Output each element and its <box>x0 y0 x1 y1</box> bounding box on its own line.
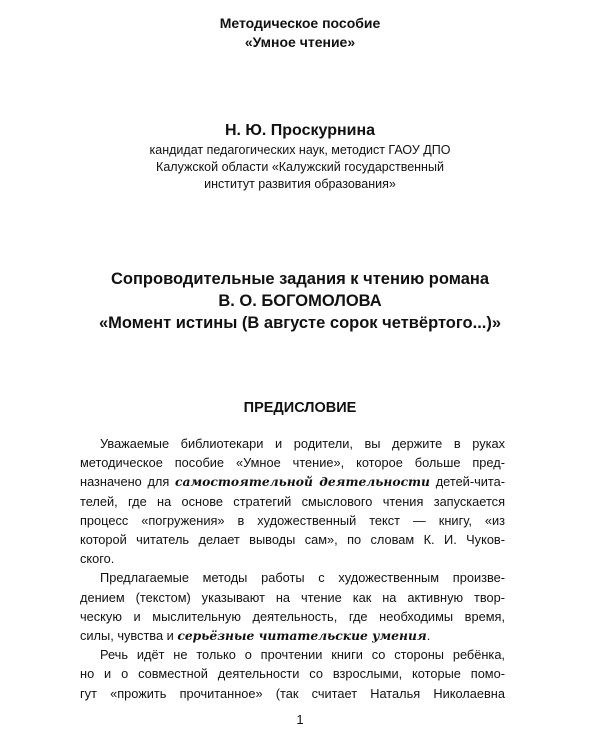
paragraph-2 <box>80 568 505 645</box>
p2-line-2: дением (текстом) указывают на чтение как на активную твор- <box>80 589 505 605</box>
section-heading: ПРЕДИСЛОВИЕ <box>243 400 357 416</box>
author-name: Н. Ю. Проскурнина <box>224 122 376 139</box>
series-line-1: Методическое пособие <box>219 15 381 31</box>
p2-line-1: Предлагаемые методы работы с художественным произве- <box>100 570 505 586</box>
emphasis-reading-skills: серьёзные читательские умения <box>177 628 427 644</box>
p3-line-2: но и о совместной деятельности со взрослыми, которые помо- <box>80 666 505 682</box>
p2-line-4-pre: силы, чувства и <box>80 628 178 644</box>
series-line-2: «Умное чтение» <box>244 34 356 50</box>
p2-line-4-post: . <box>426 628 431 644</box>
p1-line-7: ского. <box>80 551 115 567</box>
author-credentials-line-1: кандидат педагогических наук, методист ГАОУ ДПО <box>149 143 451 157</box>
p1-line-4: телей, где на основе стратегий смыслового чтения запускается <box>80 493 505 509</box>
paragraph-3 <box>80 645 505 703</box>
page-number: 1 <box>296 712 304 727</box>
series-title <box>0 14 600 52</box>
p1-line-2: методическое пособие «Умное чтение», которое больше пред- <box>80 455 505 471</box>
p1-line-3-post: детей-чита- <box>430 474 506 490</box>
author-credentials-line-3: институт развития образования» <box>204 177 396 191</box>
author-block <box>0 120 600 193</box>
p1-line-6: которой читатель делает выводы сам», по словам К. И. Чуков- <box>80 532 505 548</box>
author-credentials-line-2: Калужской области «Калужский государственный <box>156 160 444 174</box>
p3-line-3: гут «прожить прочитанное» (так считает Наталья Николаевна <box>80 685 505 701</box>
title-line-2: В. О. БОГОМОЛОВА <box>218 292 382 310</box>
document-title <box>0 268 600 334</box>
p1-line-3-pre: назначено для <box>80 474 175 490</box>
emphasis-self-activity: самостоятельной деятельности <box>175 474 431 490</box>
p1-line-3 <box>80 472 505 491</box>
title-line-3: «Момент истины (В августе сорок четвёртого...)» <box>98 314 502 332</box>
p2-line-4 <box>80 626 505 645</box>
body-text <box>80 434 505 703</box>
p2-line-3: ческую и мыслительную деятельность, где необходимы время, <box>80 608 505 624</box>
paragraph-1 <box>80 434 505 568</box>
p1-line-1: Уважаемые библиотекари и родители, вы держите в руках <box>100 436 505 451</box>
title-line-1: Сопроводительные задания к чтению романа <box>110 270 490 288</box>
p3-line-1: Речь идёт не только о прочтении книги со стороны ребёнка, <box>100 647 505 663</box>
p1-line-5: процесс «погружения» в художественный текст — книгу, «из <box>80 512 505 528</box>
